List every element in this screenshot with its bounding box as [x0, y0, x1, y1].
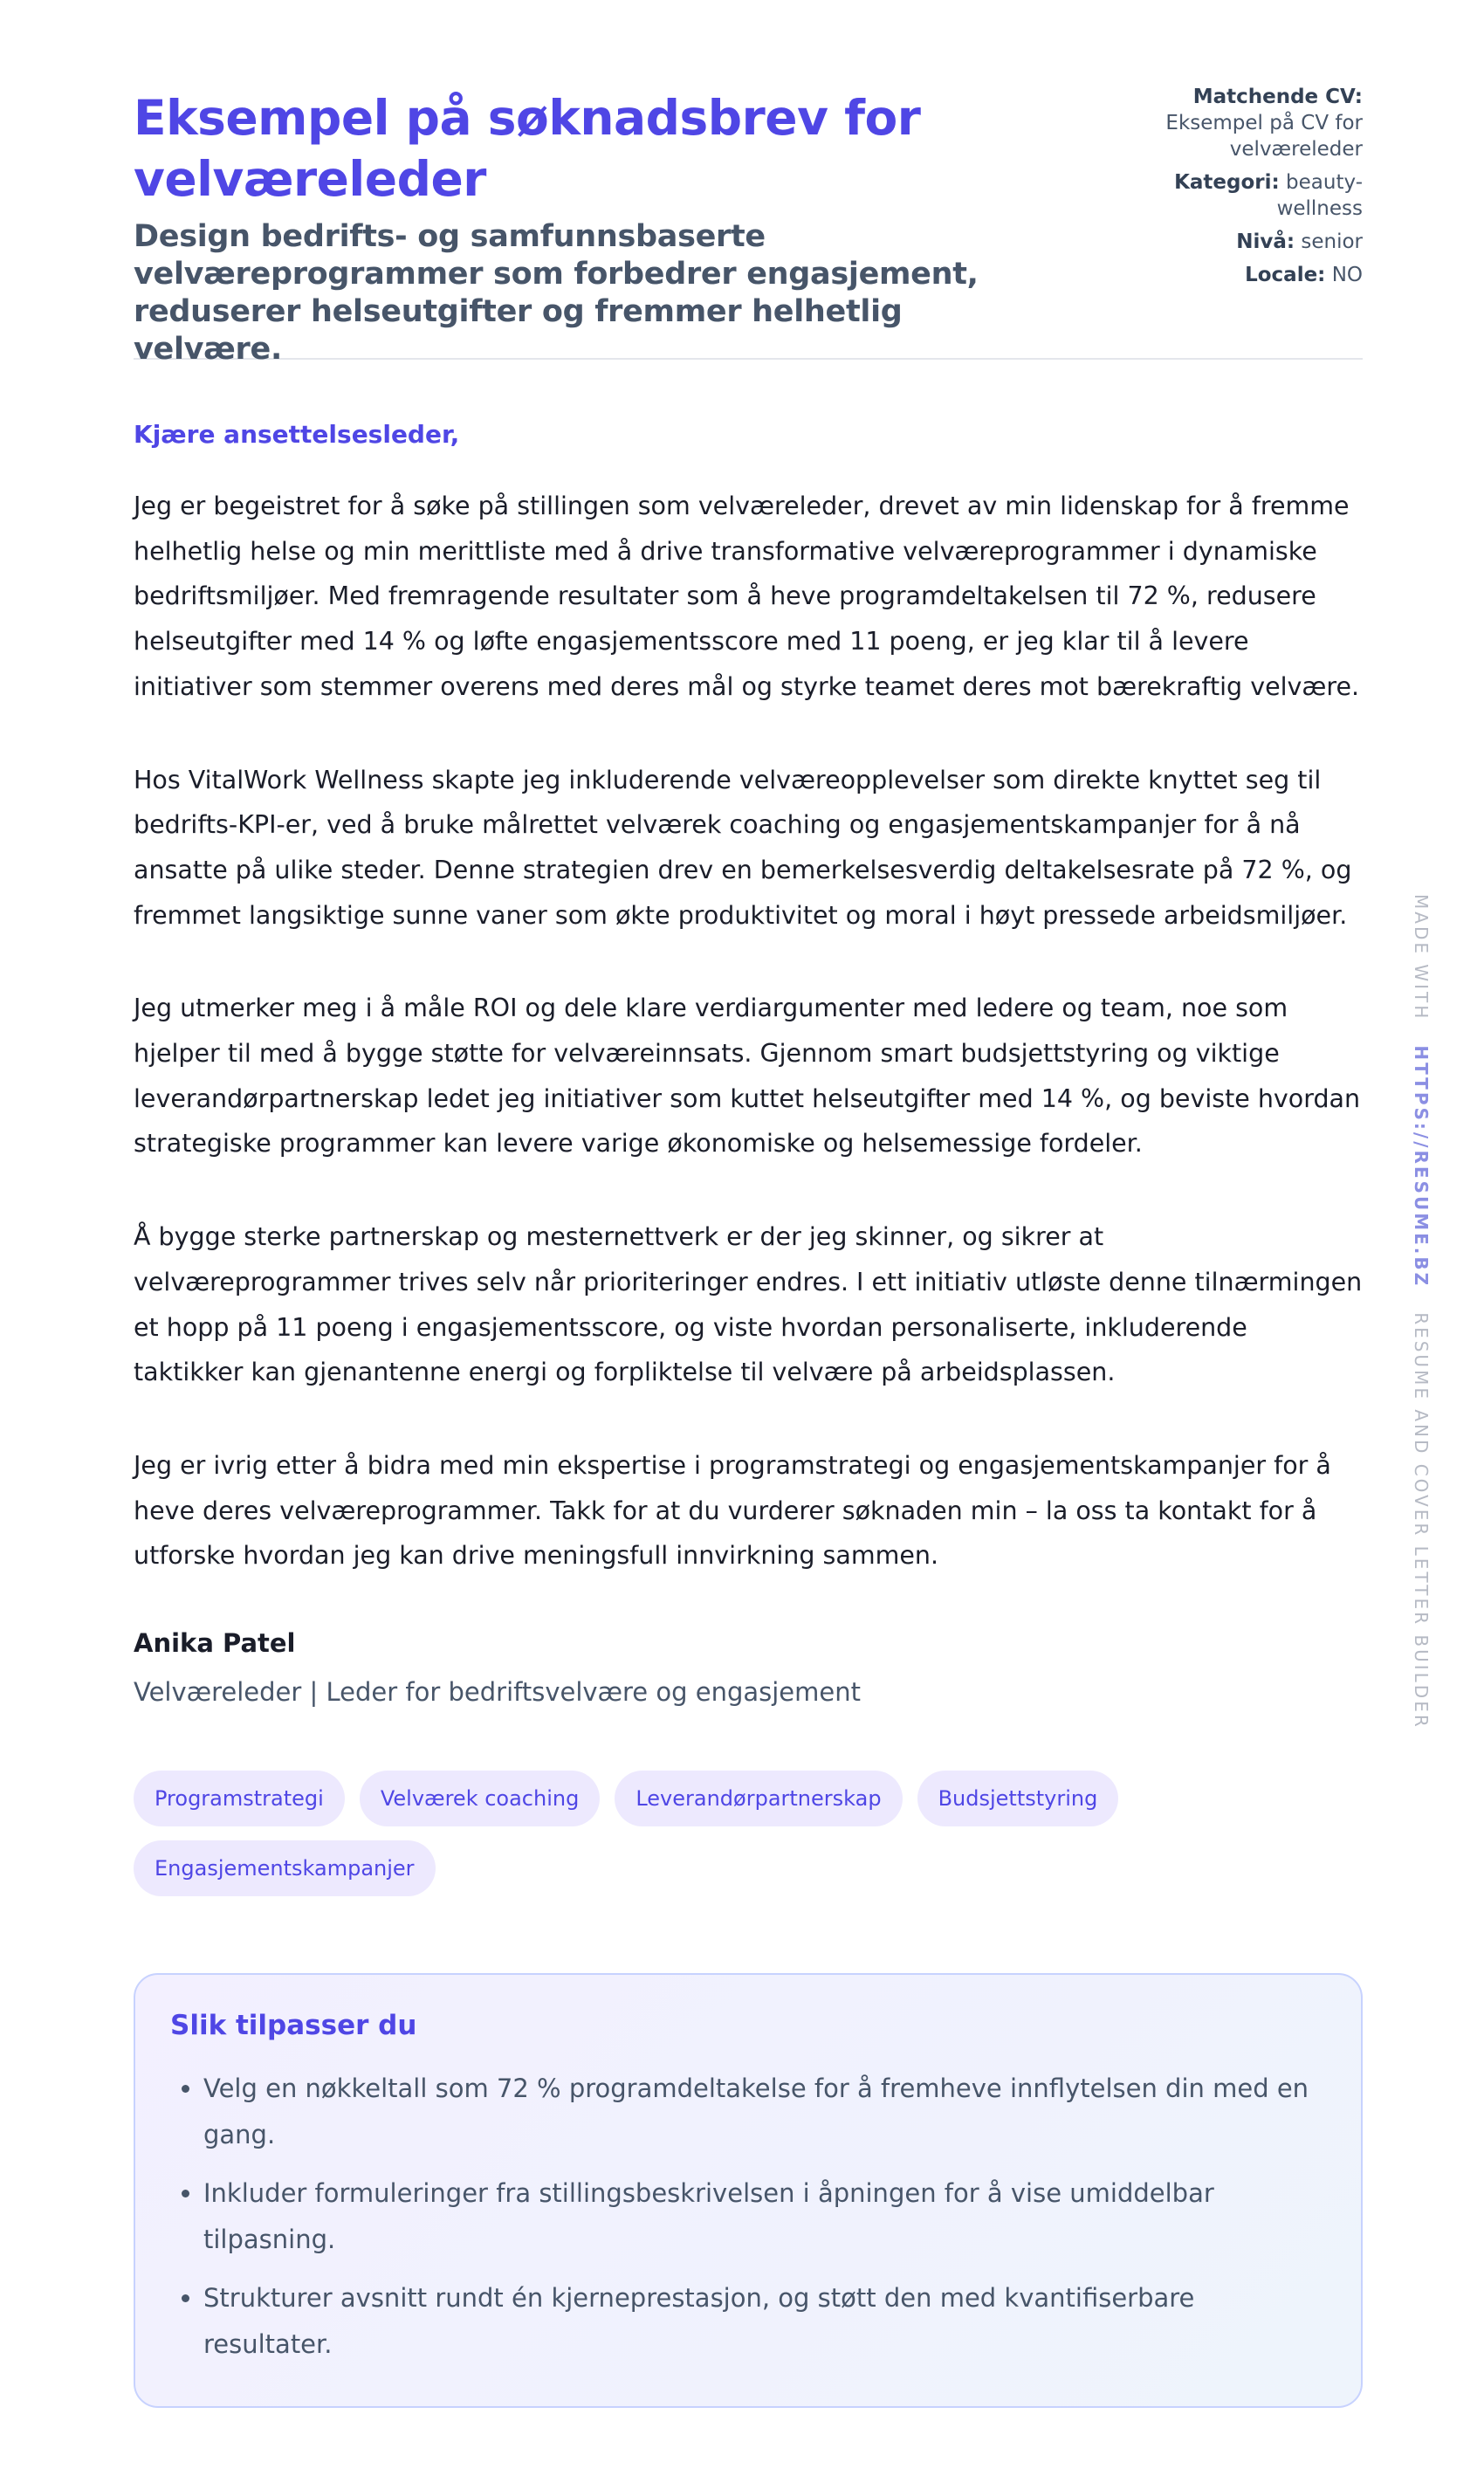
- side-banner: [1411, 894, 1432, 1730]
- side-banner-suffix: RESUME AND COVER LETTER BUILDER: [1411, 1312, 1432, 1730]
- tips-box: [134, 1973, 1363, 2408]
- letter-paragraph: Å bygge sterke partnerskap og mesternettverk er der jeg skinner, og sikrer at velværeprogrammer trives selv når prioriteringer endres. I ett initiativ utløste denne tilnærmingen et hopp på 11 poeng i engasjementsscore, og viste hvordan personaliserte, inkluderende taktikker kan gjenantenne energi og forpliktelse til velvære på arbeidsplassen.: [134, 1222, 1363, 1387]
- side-banner-prefix: MADE WITH: [1411, 894, 1432, 1021]
- cover-letter-page: [134, 0, 1363, 2408]
- letter-paragraph: Jeg utmerker meg i å måle ROI og dele klare verdiargumenter med ledere og team, noe som hjelper til med å bygge støtte for velværeinnsats. Gjennom smart budsjettstyring og viktige leverandørpartnerskap ledet jeg initiativer som kuttet helseutgifter med 14 %, og beviste hvordan strategiske programmer kan levere varige økonomiske og helsemessige fordeler.: [134, 994, 1361, 1159]
- meta-level: [1101, 229, 1363, 255]
- skill-tag: Leverandørpartnerskap: [615, 1771, 902, 1826]
- signature-title: Velværeleder | Leder for bedriftsvelvære og engasjement: [134, 1677, 861, 1708]
- letter-paragraph: Jeg er ivrig etter å bidra med min ekspertise i programstrategi og engasjementskampanjer for å heve deres velværeprogrammer. Takk for at du vurderer søknaden min – la oss ta kontakt for å utforske hvordan jeg kan drive meningsfull innvirkning sammen.: [134, 1450, 1331, 1571]
- meta-category-value: beauty-wellness: [1276, 171, 1363, 220]
- meta-locale: [1101, 262, 1363, 288]
- page-header: [134, 0, 1363, 367]
- tips-item: • Strukturer avsnitt rundt én kjerneprestasjon, og støtt den med kvantifiserbare resultater.: [203, 2275, 1326, 2368]
- skill-tag: Engasjementskampanjer: [134, 1840, 436, 1896]
- side-banner-link[interactable]: HTTPS://RESUME.BZ: [1411, 1045, 1432, 1289]
- letter-greeting: Kjære ansettelsesleder,: [134, 420, 460, 449]
- skill-tags: [134, 1771, 1181, 1896]
- tips-list: [170, 2066, 1326, 2368]
- meta-level-label: Nivå:: [1236, 230, 1295, 253]
- letter-paragraph: Jeg er begeistret for å søke på stillingen som velværeleder, drevet av min lidenskap for å fremme helhetlig helse og min merittliste med å drive transformative velværeprogrammer i dynamiske bedriftsmiljøer. Med fremragende resultater som å heve programdeltakelsen til 72 %, redusere helseutgifter med 14 % og løfte engasjementsscore med 11 poeng, er jeg klar til å levere initiativer som stemmer overens med deres mål og styrke teamet deres mot bærekraftig velvære.: [134, 492, 1360, 701]
- tips-title: Slik tilpasser du: [170, 2010, 417, 2042]
- meta-category-label: Kategori:: [1174, 171, 1280, 194]
- skill-tag: Programstrategi: [134, 1771, 345, 1826]
- skill-tag: Budsjettstyring: [917, 1771, 1119, 1826]
- page-subtitle: Design bedrifts- og samfunnsbaserte velværeprogrammer som forbedrer engasjement, reduserer helseutgifter og fremmer helhetlig velvære.: [134, 219, 979, 367]
- page-title: Eksempel på søknadsbrev for velværeleder: [134, 90, 921, 207]
- meta-panel: [1101, 84, 1363, 295]
- meta-level-value: senior: [1301, 230, 1363, 253]
- meta-locale-label: Locale:: [1245, 264, 1326, 286]
- tips-item: • Inkluder formuleringer fra stillingsbeskrivelsen i åpningen for å vise umiddelbar tilpasning.: [203, 2170, 1326, 2263]
- letter-body: [134, 484, 1363, 1578]
- meta-matching-cv-label: Matchende CV:: [1192, 86, 1363, 108]
- letter-paragraph: Hos VitalWork Wellness skapte jeg inkluderende velværeopplevelser som direkte knyttet seg til bedrifts-KPI-er, ved å bruke målrettet velværek coaching og engasjementskampanjer for å nå ansatte på ulike steder. Denne strategien drev en bemerkelsesverdig deltakelsesrate på 72 %, og fremmet langsiktige sunne vaner som økte produktivitet og moral i høyt pressede arbeidsmiljøer.: [134, 765, 1352, 930]
- tips-item: • Velg en nøkkeltall som 72 % programdeltakelse for å fremheve innflytelsen din med en gang.: [203, 2066, 1326, 2158]
- signature-name: Anika Patel: [134, 1628, 296, 1659]
- meta-locale-value: NO: [1331, 264, 1363, 286]
- skill-tag: Velværek coaching: [360, 1771, 601, 1826]
- meta-matching-cv-value[interactable]: Eksempel på CV for velværeleder: [1165, 112, 1363, 161]
- meta-matching-cv: [1101, 84, 1363, 162]
- meta-category: [1101, 169, 1363, 222]
